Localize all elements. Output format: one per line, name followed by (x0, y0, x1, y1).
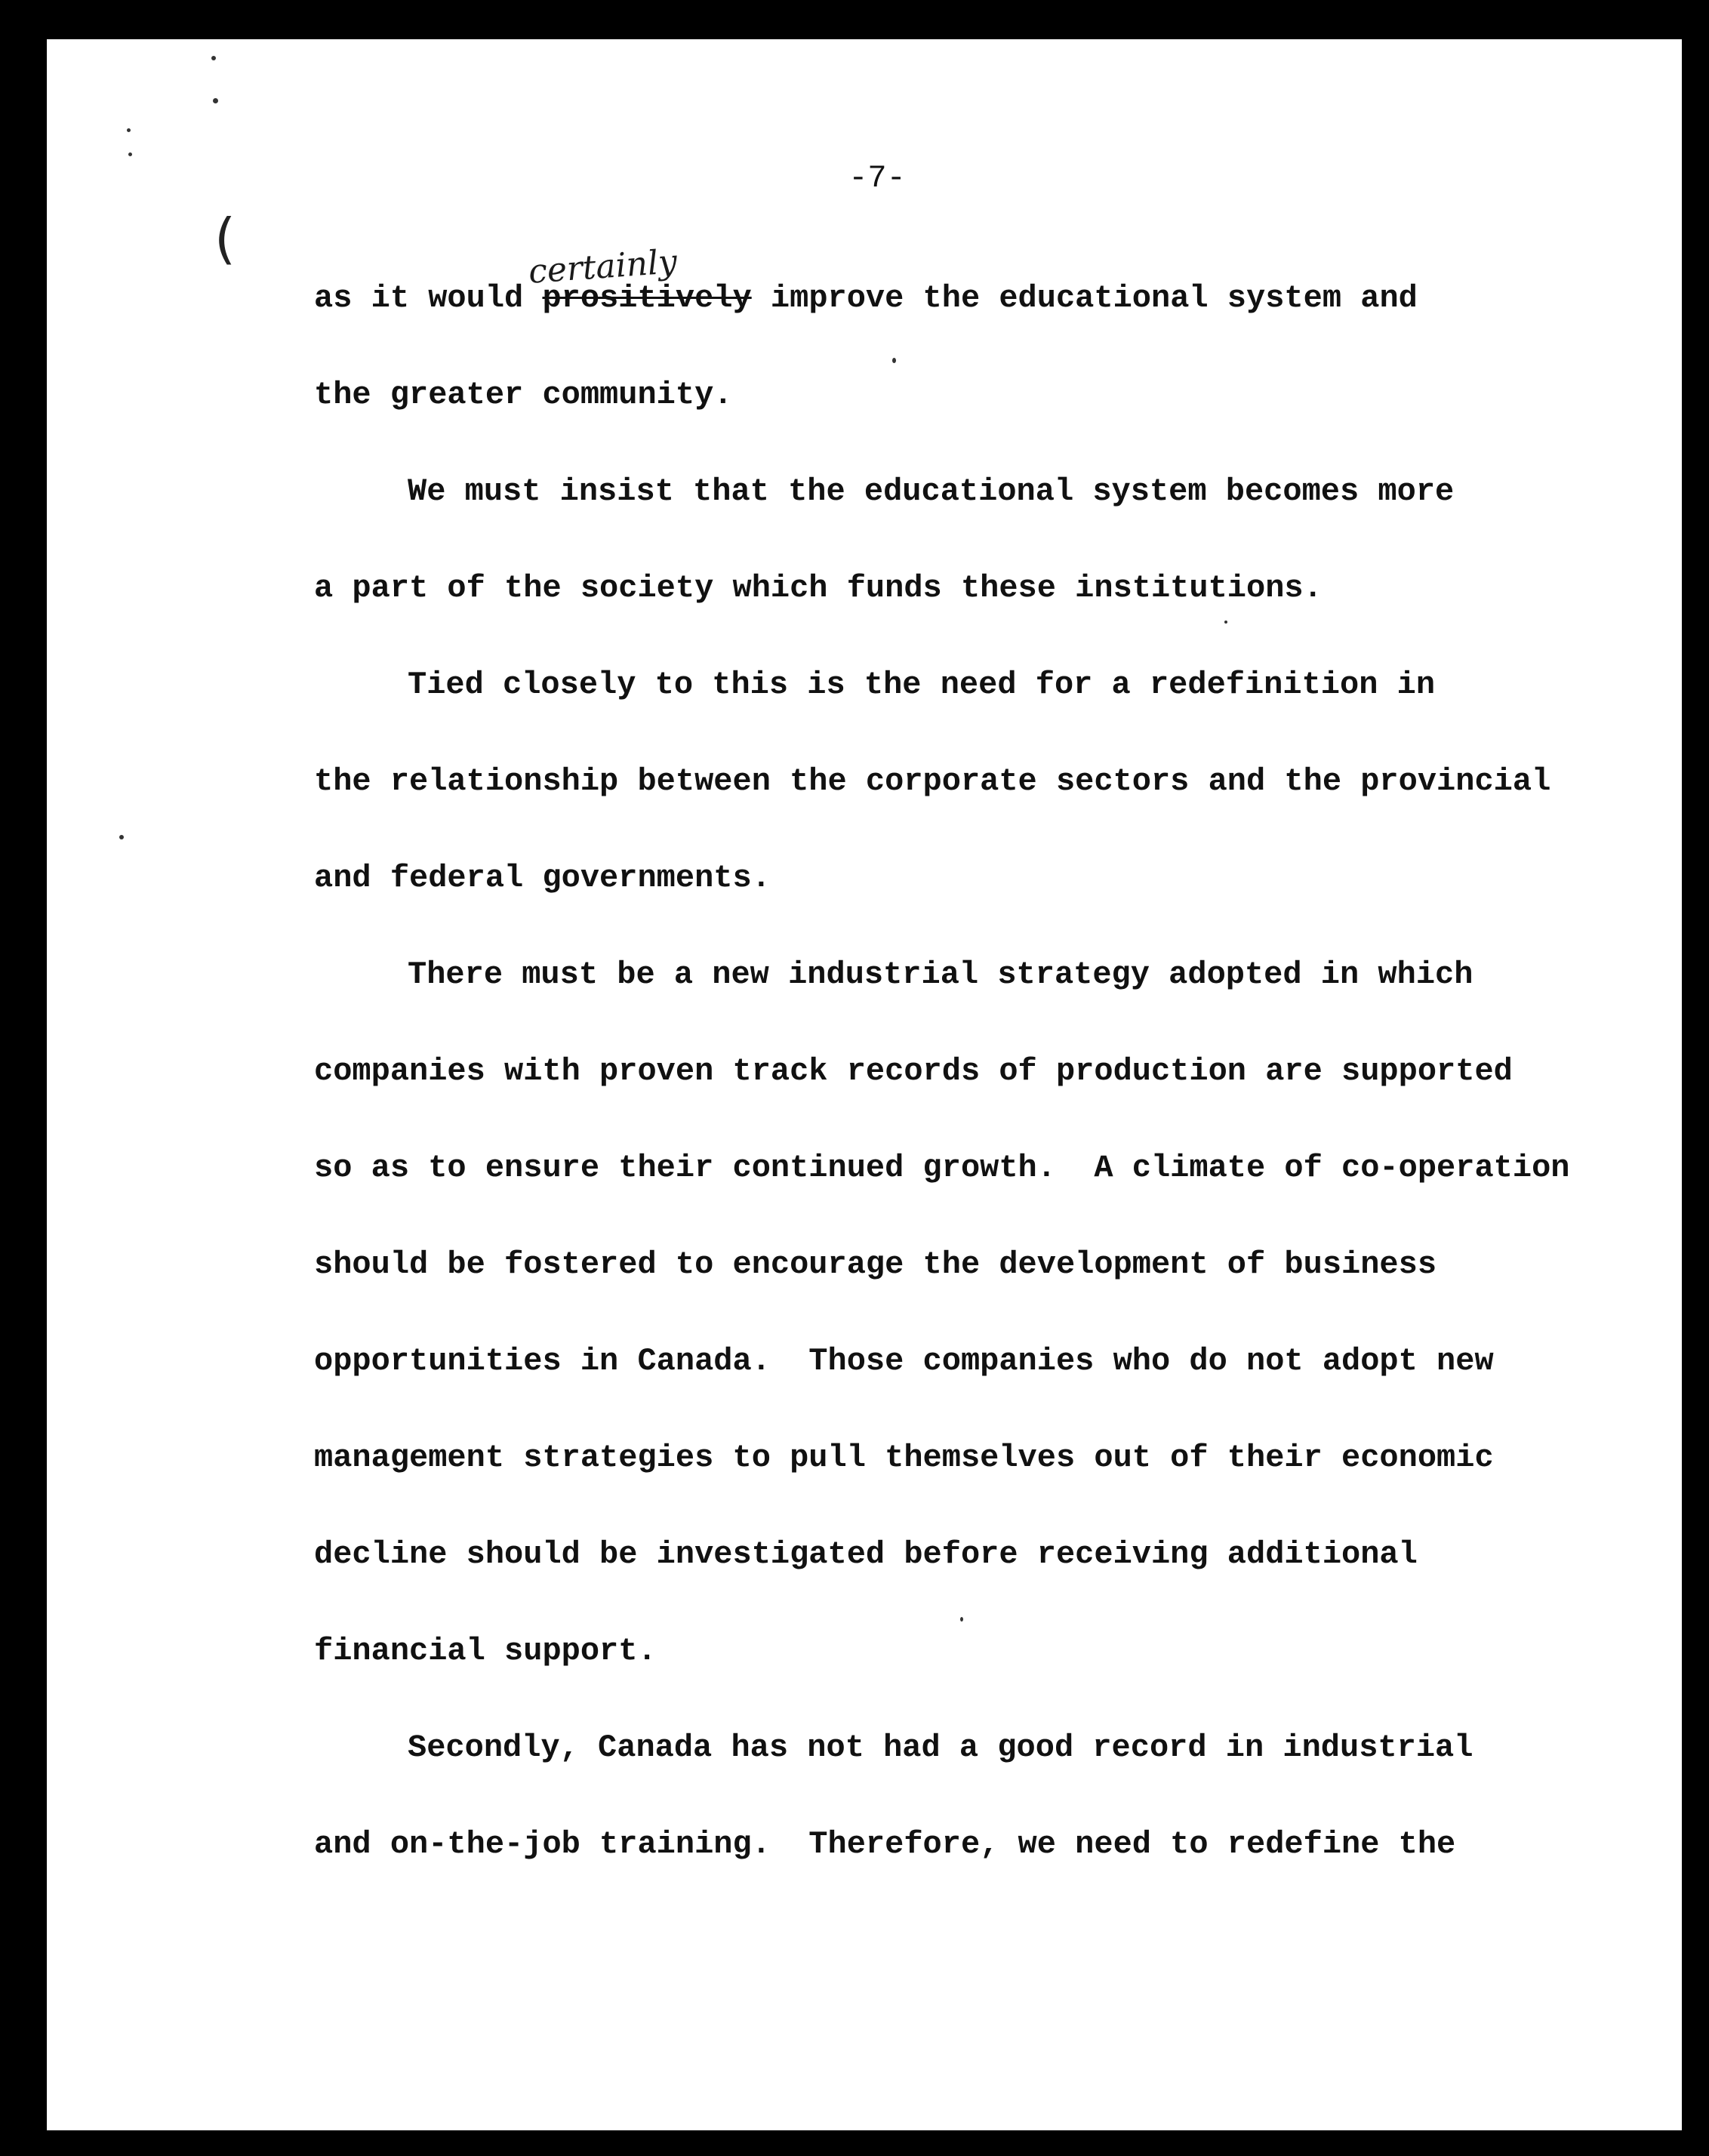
scan-speck (213, 98, 218, 103)
text-line-16: Secondly, Canada has not had a good record in industrial (408, 1729, 1473, 1766)
text-line-1-before: as it would (314, 280, 543, 316)
text-line-6: the relationship between the corporate sectors and the provincial (314, 763, 1551, 799)
text-line-13: management strategies to pull themselves out of their economic (314, 1440, 1494, 1476)
text-line-12: opportunities in Canada. Those companies who do not adopt new (314, 1343, 1494, 1379)
text-line-14: decline should be investigated before receiving additional (314, 1536, 1418, 1572)
scan-speck (128, 152, 132, 156)
text-line-7: and federal governments. (314, 860, 771, 896)
text-line-4: a part of the society which funds these institutions. (314, 570, 1323, 606)
text-line-15: financial support. (314, 1633, 657, 1669)
text-line-2: the greater community. (314, 377, 733, 413)
text-line-9: companies with proven track records of production are supported (314, 1053, 1513, 1089)
text-line-5: Tied closely to this is the need for a redefinition in (408, 667, 1436, 703)
margin-mark: ( (214, 207, 236, 270)
scan-speck (211, 56, 216, 60)
scan-speck (960, 1617, 963, 1622)
text-line-17: and on-the-job training. Therefore, we need to redefine the (314, 1826, 1456, 1862)
text-line-1-after: improve the educational system and (751, 280, 1418, 316)
text-line-8: There must be a new industrial strategy adopted in which (408, 956, 1473, 993)
scan-speck (127, 128, 131, 132)
scan-speck (119, 835, 124, 839)
text-line-11: should be fostered to encourage the development of business (314, 1246, 1437, 1283)
text-line-3: We must insist that the educational system becomes more (408, 473, 1455, 510)
text-line-1 (314, 282, 1418, 314)
struck-word: prositively (542, 280, 752, 316)
document-page (47, 39, 1682, 2130)
scan-speck (892, 358, 896, 363)
text-line-10: so as to ensure their continued growth. A climate of co-operation (314, 1150, 1570, 1186)
handwritten-correction: certainly (527, 242, 679, 291)
scan-speck (1224, 621, 1227, 624)
page-number: -7- (848, 160, 906, 196)
